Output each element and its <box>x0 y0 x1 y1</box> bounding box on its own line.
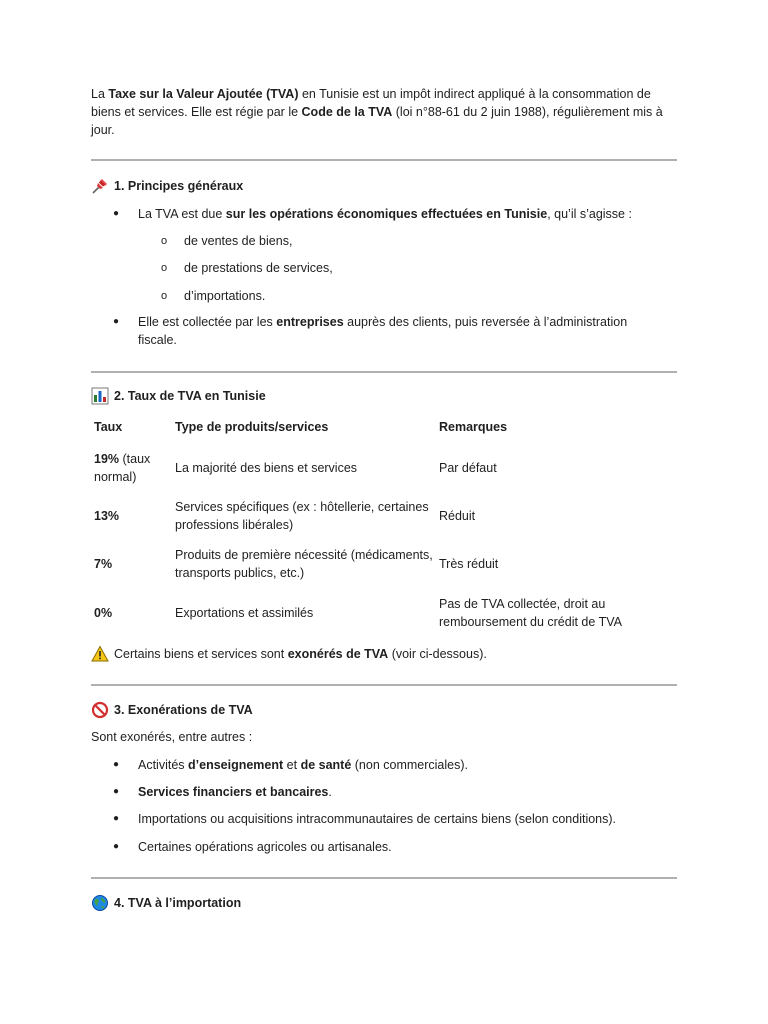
table-header-cell: Remarques <box>439 420 508 434</box>
sub-list-item: o de ventes de biens, <box>161 234 293 248</box>
intro-bold-code: Code de la TVA <box>301 105 393 119</box>
section3-intro: Sont exonérés, entre autres : <box>91 730 253 744</box>
table-cell: La majorité des biens et services <box>175 461 358 475</box>
table-header-cell: Taux <box>94 420 123 434</box>
divider <box>91 371 677 373</box>
tva-note: Certains biens et services sont exonérés de TVA (voir ci-dessous). <box>91 645 677 663</box>
table-header-row <box>91 418 677 436</box>
section4-heading <box>91 894 241 912</box>
table-header-cell: Type de produits/services <box>175 420 329 434</box>
list-item: ● Activités d’enseignement et de santé (non commerciales). <box>113 758 468 772</box>
section3-heading <box>91 701 253 719</box>
table-row: 0% Exportations et assimilés Pas de TVA collectée, droit au remboursement du crédit de TVA <box>91 595 677 631</box>
table-cell: Très réduit <box>439 557 499 571</box>
divider <box>91 159 677 161</box>
section1-heading <box>91 177 243 195</box>
section1-title: 1. Principes généraux <box>114 179 244 193</box>
divider <box>91 877 677 879</box>
table-cell: Produits de première nécessité (médicaments, transports publics, etc.) <box>175 548 433 580</box>
table-row: 19% (taux normal) La majorité des biens et services Par défaut <box>91 450 677 486</box>
table-cell: Exportations et assimilés <box>175 606 314 620</box>
list-item: ● Elle est collectée par les entreprises auprès des clients, puis reversée à l’administration fiscale. <box>113 315 628 347</box>
table-row: 13% Services spécifiques (ex : hôtellerie, certaines professions libérales) Réduit <box>91 498 677 534</box>
section4-title: 4. TVA à l’importation <box>114 896 242 910</box>
list-item: ● Importations ou acquisitions intracommunautaires de certains biens (selon conditions). <box>113 812 617 826</box>
sub-list-item: o d’importations. <box>161 289 266 303</box>
table-cell: Par défaut <box>439 461 497 475</box>
section2-title: 2. Taux de TVA en Tunisie <box>114 389 266 403</box>
list-item: ● Services financiers et bancaires. <box>113 785 332 799</box>
list-item: ● Certaines opérations agricoles ou artisanales. <box>113 840 392 854</box>
section3-title: 3. Exonérations de TVA <box>114 703 253 717</box>
section2-heading <box>91 387 266 405</box>
intro-bold-tva: Taxe sur la Valeur Ajoutée (TVA) <box>108 87 299 101</box>
intro-paragraph: La Taxe sur la Valeur Ajoutée (TVA) en Tunisie est un impôt indirect appliqué à la consommation de biens et services. Elle est régie par le Code de la TVA (loi n°88-61 du 2 juin 1988), régulièrement mis à jour. <box>91 87 663 137</box>
warning-icon <box>91 645 109 663</box>
pushpin-icon <box>91 177 109 195</box>
table-cell: Réduit <box>439 509 476 523</box>
sub-list-item: o de prestations de services, <box>161 261 333 275</box>
table-cell: Pas de TVA collectée, droit au remboursement du crédit de TVA <box>439 597 622 629</box>
globe-icon <box>91 894 109 912</box>
bar-chart-icon <box>91 387 109 405</box>
prohibited-icon <box>91 701 109 719</box>
list-item: ● La TVA est due sur les opérations économiques effectuées en Tunisie, qu’il s’agisse : <box>113 207 632 221</box>
table-cell: Services spécifiques (ex : hôtellerie, certaines professions libérales) <box>175 500 429 532</box>
divider <box>91 684 677 686</box>
table-row: 7% Produits de première nécessité (médicaments, transports publics, etc.) Très réduit <box>91 546 677 582</box>
